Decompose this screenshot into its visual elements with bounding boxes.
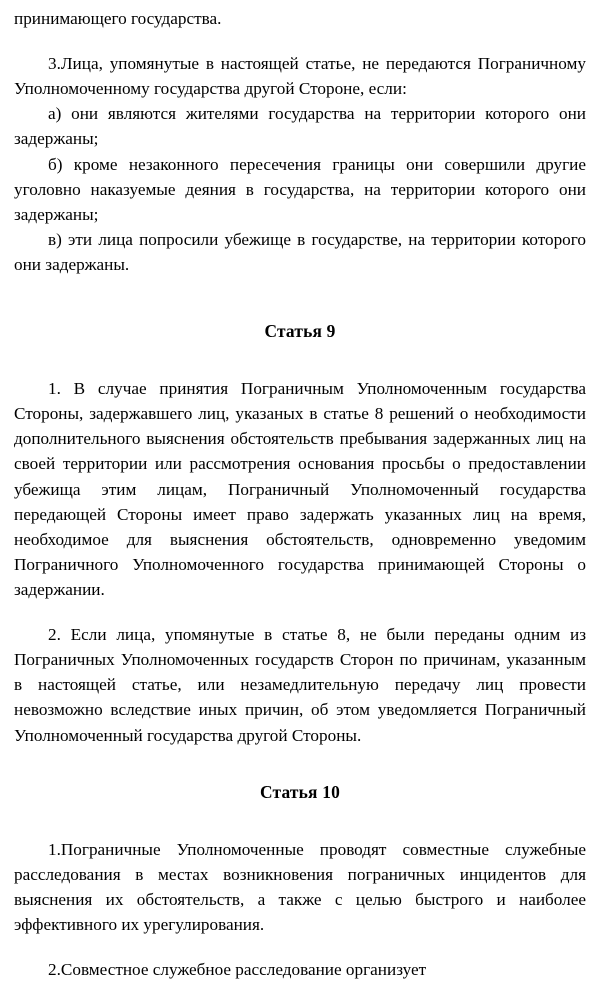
article-9-clause-1: 1. В случае принятия Пограничным Уполномоченным государства Стороны, задержавшего лиц, указаных в статье 8 решений о необходимости дополнительного выяснения обстоятельств пребывания задержанных лиц на своей территории или рассмотрения основания просьбы о предоставлении убежища этим лицам, Пограничный Уполномоченный государства передающей Стороны имеет право задержать указанных лиц на время, необходимое для выяснения обстоятельств, одновременно уведомим Пограничного Уполномоченного государства принимающей Стороны о задержании. — [14, 379, 586, 599]
clause-3b: б) кроме незаконного пересечения границы они совершили другие уголовно наказуемые деяния в государства, на территории которого они задержаны; — [14, 154, 586, 224]
clause-3v: в) эти лица попросили убежище в государстве, на территории которого они задержаны. — [14, 229, 586, 274]
clause-3a: а) они являются жителями государства на территории которого они задержаны; — [14, 104, 586, 149]
spacer — [14, 342, 586, 376]
spacer — [14, 748, 586, 782]
article-9-heading: Статья 9 — [264, 321, 336, 342]
spacer — [14, 602, 586, 622]
article-10-clause-2: 2.Совместное служебное расследование организует — [48, 960, 427, 980]
spacer — [14, 937, 586, 957]
article-9-clause-2: 2. Если лица, упомянутые в статье 8, не были переданы одним из Пограничных Уполномоченных государств Сторон по причинам, указанным в настоящей статье, или незамедлительную передачу лиц провести невозможно вследствие иных причин, об этом уведомляется Пограничный Уполномоченный государства другой Стороны. — [14, 625, 586, 745]
article-10-heading: Статья 10 — [259, 781, 340, 802]
continued-paragraph: принимающего государства. — [14, 9, 222, 28]
spacer — [14, 277, 586, 321]
article-10-clause-1: 1.Пограничные Уполномоченные проводят совместные служебные расследования в местах возникновения пограничных инцидентов для выяснения их обстоятельств, а также с целью быстрого и наиболее эффективного их урегулирования. — [14, 839, 586, 934]
spacer — [14, 803, 586, 837]
clause-3: 3.Лица, упомянутые в настоящей статье, не передаются Пограничному Уполномоченному государства другой Стороне, если: — [14, 54, 586, 99]
spacer — [14, 31, 586, 51]
